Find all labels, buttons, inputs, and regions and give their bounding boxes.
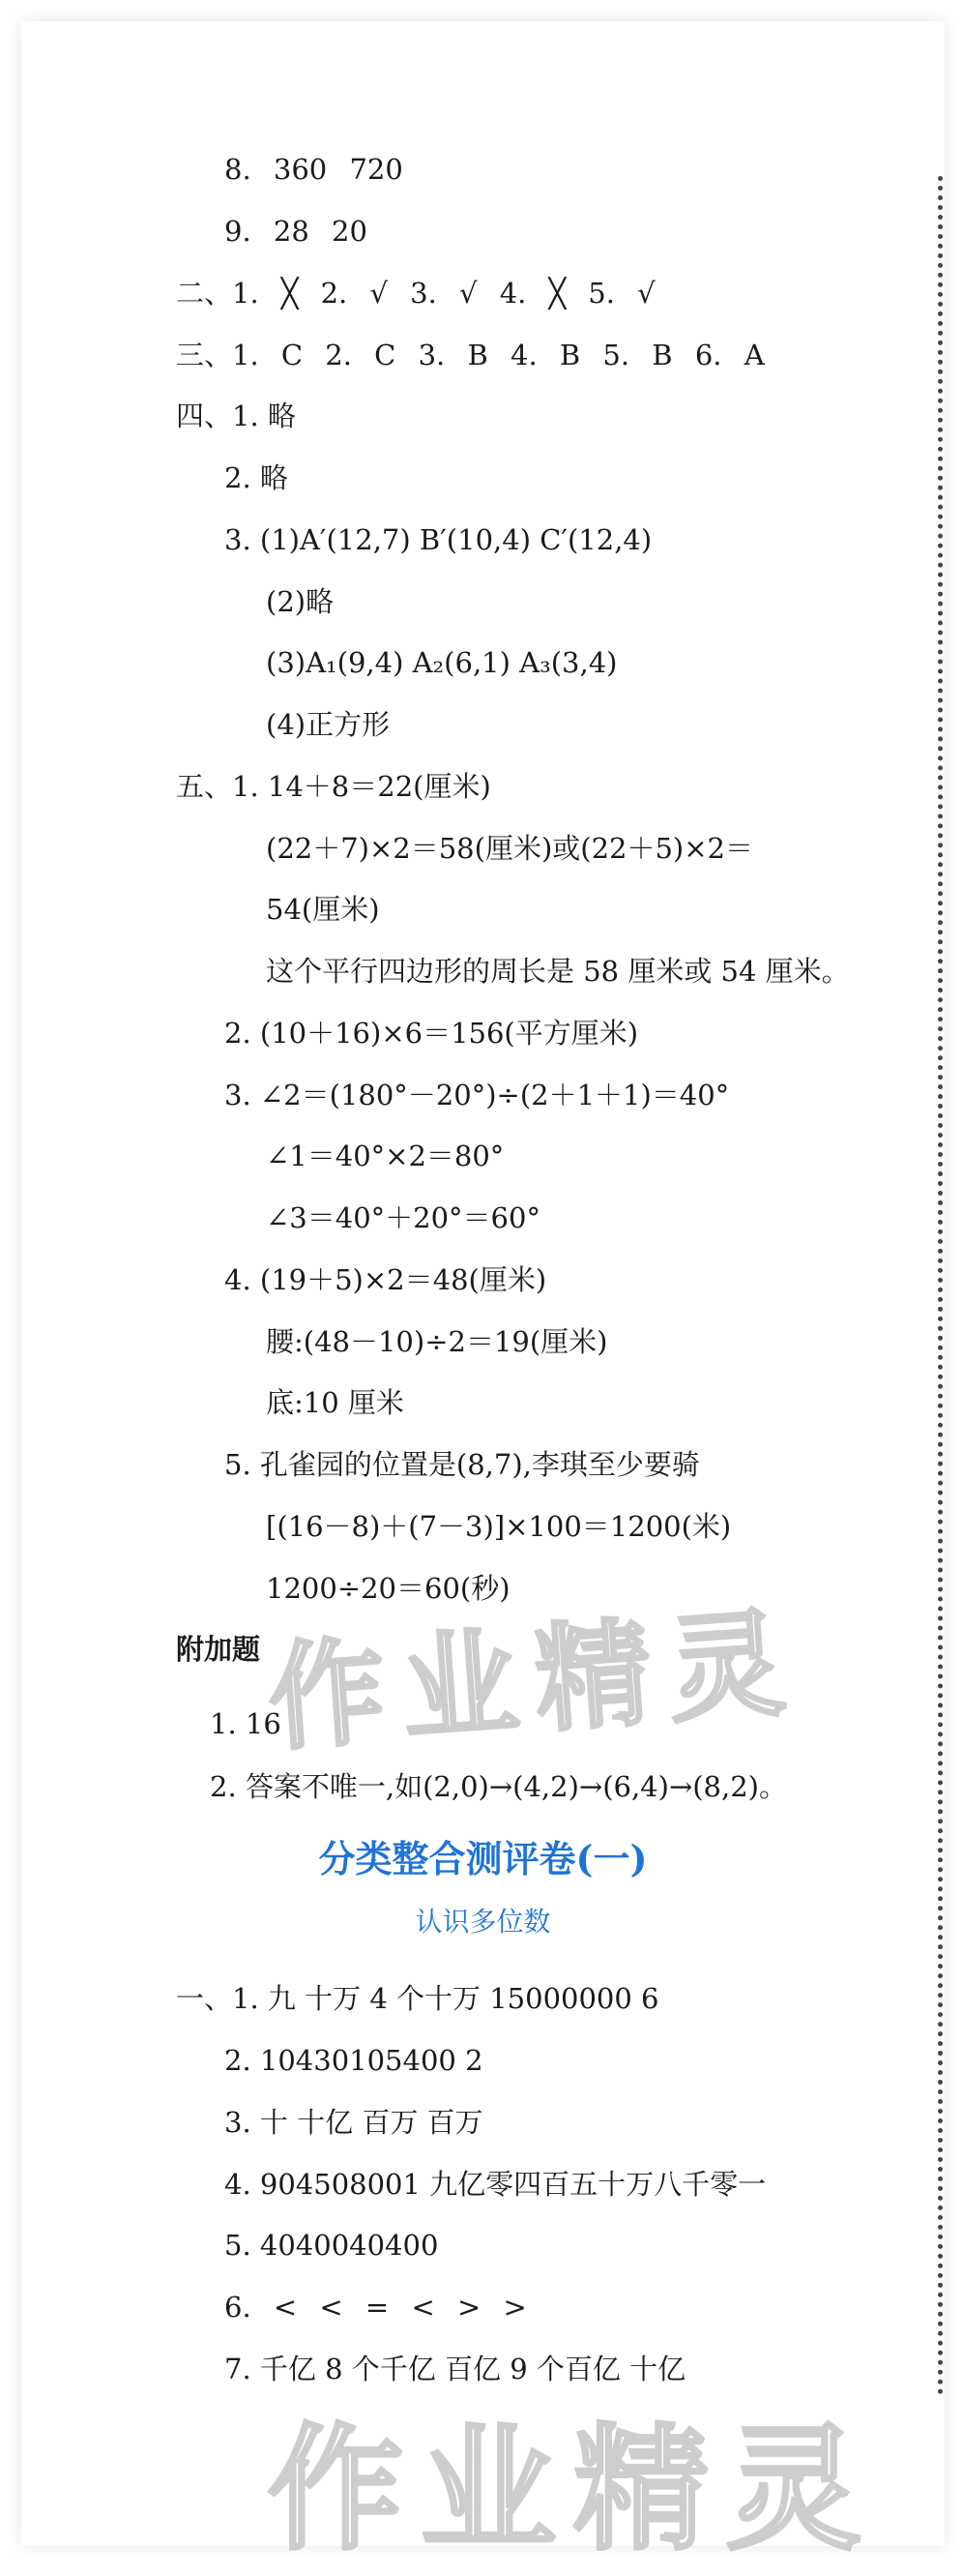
watermark-text: 作业精灵 (268, 2412, 880, 2569)
answer-line: 底:10 厘米 (266, 1386, 404, 1419)
answer-line: 2. 答案不唯一,如(2,0)→(4,2)→(6,4)→(8,2)。 (210, 1770, 787, 1803)
answer-line: 3. ∠2＝(180°－20°)÷(2＋1＋1)＝40° (224, 1079, 730, 1111)
answer-line: [(16－8)＋(7－3)]×100＝1200(米) (266, 1510, 732, 1543)
answer-page (21, 21, 945, 2569)
answer-line: 四、1. 略 (176, 400, 296, 432)
watermark-text: 作业精灵 (264, 1595, 806, 1768)
answer-line: ∠3＝40°＋20°＝60° (266, 1201, 540, 1234)
answer-line: (3)A₁(9,4) A₂(6,1) A₃(3,4) (266, 646, 618, 679)
answer-line: 8. 360 720 (224, 153, 403, 186)
answer-line: (4)正方形 (266, 708, 391, 741)
answer-line: ∠1＝40°×2＝80° (266, 1140, 505, 1172)
answer-line: 这个平行四边形的周长是 58 厘米或 54 厘米。 (266, 955, 850, 988)
answer-line: 5. 孔雀园的位置是(8,7),李琪至少要骑 (224, 1448, 700, 1481)
answer-line: 三、1. C 2. C 3. B 4. B 5. B 6. A (176, 339, 765, 371)
answer-line: 2. 略 (224, 461, 288, 494)
answer-line: (2)略 (266, 585, 335, 618)
answer-line: 2. 10430105400 2 (224, 2044, 483, 2077)
answer-line: 腰:(48－10)÷2＝19(厘米) (266, 1325, 608, 1358)
answer-line: 二、1. ╳ 2. √ 3. √ 4. ╳ 5. √ (176, 277, 656, 310)
section-title: 分类整合测评卷(一) (318, 1837, 648, 1880)
answer-line: 五、1. 14＋8＝22(厘米) (176, 770, 491, 803)
answer-line: 3. 十 十亿 百万 百万 (224, 2106, 483, 2139)
answer-line: 1. 16 (210, 1707, 281, 1740)
extra-questions-label: 附加题 (176, 1633, 261, 1666)
answer-line: 1200÷20＝60(秒) (266, 1572, 511, 1605)
dotted-binding-line (938, 176, 943, 2396)
answer-line: (22＋7)×2＝58(厘米)或(22＋5)×2＝ (266, 832, 753, 865)
answer-line: 6. < < = < > > (224, 2291, 527, 2324)
answer-line: 2. (10＋16)×6＝156(平方厘米) (224, 1017, 639, 1050)
answer-line: 一、1. 九 十万 4 个十万 15000000 6 (176, 1982, 659, 2015)
answer-line: 3. (1)A′(12,7) B′(10,4) C′(12,4) (224, 523, 653, 556)
answer-line: 9. 28 20 (224, 215, 367, 248)
answer-line: 7. 千亿 8 个千亿 百亿 9 个百亿 十亿 (224, 2353, 686, 2385)
answer-line: 54(厘米) (266, 893, 380, 926)
section-subtitle: 认识多位数 (415, 1906, 551, 1938)
answer-line: 4. 904508001 九亿零四百五十万八千零一 (224, 2168, 767, 2201)
answer-line: 4. (19＋5)×2＝48(厘米) (224, 1263, 547, 1296)
answer-line: 5. 4040040400 (224, 2229, 439, 2262)
